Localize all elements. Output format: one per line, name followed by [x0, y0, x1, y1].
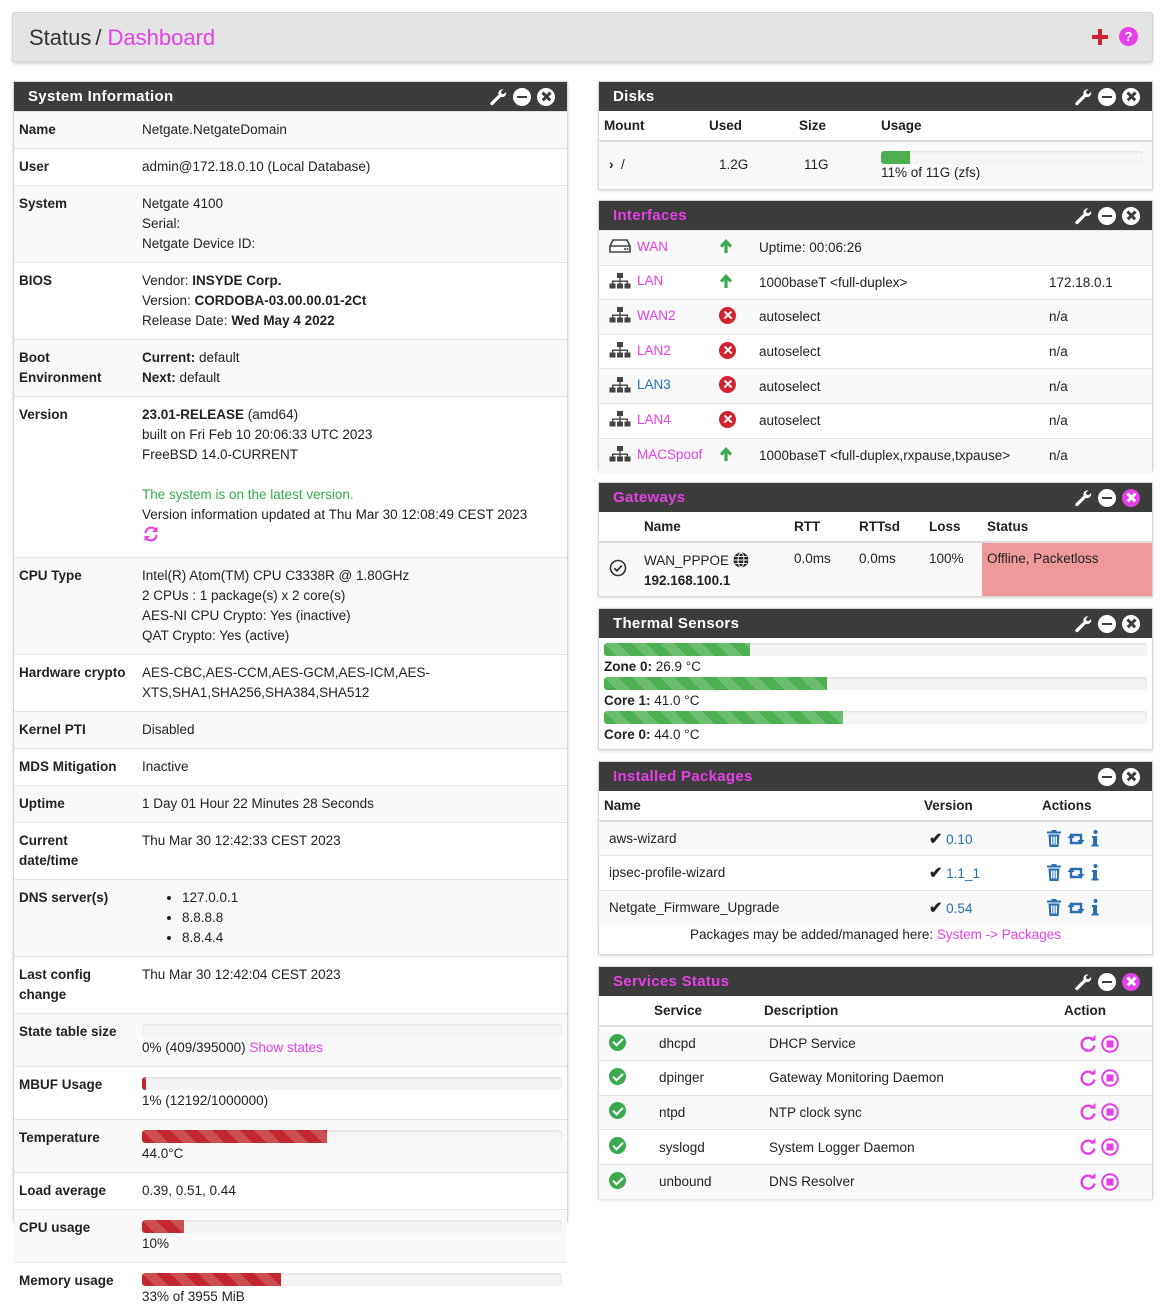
panel-title[interactable]: Gateways [613, 489, 685, 506]
service-description: DNS Resolver [759, 1164, 1059, 1199]
list-item: • 8.8.8.8 [182, 908, 563, 928]
core0-bar [604, 711, 1147, 724]
table-row [14, 880, 567, 957]
gateways-table [599, 512, 1152, 596]
trash-icon[interactable] [1047, 899, 1061, 916]
breadcrumb [29, 25, 215, 51]
interface-info: 1000baseT <full-duplex> [754, 265, 1044, 300]
interfaces-table [599, 230, 1152, 473]
gateway-rtt: 0.0ms [789, 542, 854, 596]
system-serial: Serial: [142, 214, 563, 234]
running-check-icon [609, 1034, 626, 1051]
row-value: Inactive [138, 749, 567, 786]
network-icon [609, 377, 631, 393]
column-header: Loss [924, 512, 982, 542]
service-name: unbound [649, 1164, 759, 1199]
minimize-icon[interactable] [1098, 207, 1116, 225]
row-value: Disabled [138, 712, 567, 749]
row-value: Thu Mar 30 12:42:04 CEST 2023 [138, 957, 567, 1014]
row-label: MBUF Usage [14, 1067, 138, 1120]
disk-mount: / [621, 157, 625, 172]
column-header: Service [649, 996, 759, 1026]
row-value: 0.39, 0.51, 0.44 [138, 1173, 567, 1210]
row-label: change [19, 985, 138, 1005]
temperature-value: 44.0°C [142, 1144, 563, 1164]
cpu-qat: QAT Crypto: Yes (active) [142, 626, 563, 646]
info-icon[interactable] [1091, 864, 1099, 881]
table-row [14, 1210, 567, 1263]
boot-current: default [195, 350, 239, 365]
disk-size: 11G [794, 141, 876, 186]
column-header: Version [919, 791, 1037, 821]
network-icon [609, 446, 631, 462]
row-label: CPU Type [14, 558, 138, 655]
table-row [14, 786, 567, 823]
sensor-value: 41.0 °C [654, 693, 699, 708]
interface-link[interactable]: WAN2 [637, 308, 676, 323]
close-icon[interactable] [537, 88, 555, 106]
wrench-icon[interactable] [1074, 88, 1092, 106]
installed-packages-panel [598, 761, 1153, 955]
dns-list [142, 888, 563, 948]
package-name: Netgate_Firmware_Upgrade [599, 890, 919, 925]
disk-usage-value: 11% of 11G (zfs) [881, 165, 1147, 180]
panel-title: Thermal Sensors [613, 615, 739, 632]
table-row [599, 438, 1152, 473]
row-label: State table size [14, 1014, 138, 1067]
interface-link[interactable]: LAN3 [637, 377, 671, 392]
panel-title[interactable]: Installed Packages [613, 768, 753, 785]
interface-ip: 172.18.0.1 [1044, 265, 1152, 300]
trash-icon[interactable] [1047, 830, 1061, 847]
check-icon: ✔ [929, 865, 942, 882]
column-header: Action [1059, 996, 1152, 1026]
sensor-label: Core 0: [604, 727, 651, 742]
version-os: FreeBSD 14.0-CURRENT [142, 445, 563, 465]
table-row [14, 186, 567, 263]
row-value: Thu Mar 30 12:42:33 CEST 2023 [138, 823, 567, 880]
network-icon [609, 342, 631, 358]
system-info-table [14, 111, 567, 1315]
gateway-status: Offline, Packetloss [982, 542, 1152, 596]
row-label: Last config [19, 965, 138, 985]
packages-footer-text: Packages may be added/managed here: [690, 927, 937, 942]
minimize-icon[interactable] [1098, 768, 1116, 786]
table-row [599, 542, 1152, 596]
core1-bar [604, 677, 1147, 690]
sensor-label: Zone 0: [604, 659, 652, 674]
services-table [599, 996, 1152, 1199]
temperature-bar [142, 1130, 562, 1143]
row-label: User [14, 149, 138, 186]
row-label: date/time [19, 851, 138, 871]
row-label: Current [19, 831, 138, 851]
panel-title: System Information [28, 88, 173, 105]
bios-version-label: Version: [142, 293, 195, 308]
table-row [599, 369, 1152, 404]
running-check-icon [609, 1137, 626, 1154]
package-version[interactable]: 0.10 [946, 832, 972, 847]
row-label: Kernel PTI [14, 712, 138, 749]
gateway-name: WAN_PPPOE [644, 553, 729, 568]
wrench-icon[interactable] [1074, 489, 1092, 507]
restart-service-icon[interactable] [1079, 1035, 1097, 1053]
table-row [599, 141, 1152, 186]
column-header: Description [759, 996, 1059, 1026]
packages-table [599, 791, 1152, 925]
table-row [14, 1120, 567, 1173]
interface-ip: n/a [1044, 334, 1152, 369]
row-label: Memory usage [14, 1263, 138, 1315]
service-description: System Logger Daemon [759, 1130, 1059, 1165]
close-icon[interactable] [1122, 615, 1140, 633]
table-row [599, 231, 1152, 266]
info-icon[interactable] [1091, 899, 1099, 916]
system-model: Netgate 4100 [142, 194, 563, 214]
system-information-panel [13, 81, 568, 1222]
trash-icon[interactable] [1047, 864, 1061, 881]
stop-service-icon[interactable] [1101, 1173, 1119, 1191]
table-row [599, 1061, 1152, 1096]
network-icon [609, 307, 631, 323]
interface-info: autoselect [754, 369, 1044, 404]
table-row [14, 823, 567, 880]
network-icon [609, 411, 631, 427]
column-header: Mount [599, 111, 704, 141]
wrench-icon[interactable] [1074, 207, 1092, 225]
row-label: Load average [14, 1173, 138, 1210]
bios-vendor: INSYDE Corp. [192, 273, 281, 288]
table-row [14, 749, 567, 786]
reinstall-icon[interactable] [1065, 831, 1087, 847]
zone0-bar [604, 643, 1147, 656]
panel-title[interactable]: Services Status [613, 973, 729, 990]
disk-used: 1.2G [704, 141, 794, 186]
interface-ip: n/a [1044, 403, 1152, 438]
interface-info: 1000baseT <full-duplex,rxpause,txpause> [754, 438, 1044, 473]
row-value: admin@172.18.0.10 (Local Database) [138, 149, 567, 186]
table-row [599, 1164, 1152, 1199]
column-header: Actions [1037, 791, 1152, 821]
restart-service-icon[interactable] [1079, 1103, 1097, 1121]
table-row [599, 1095, 1152, 1130]
info-icon[interactable] [1091, 830, 1099, 847]
table-row [14, 1014, 567, 1067]
interfaces-panel [598, 200, 1153, 471]
interface-link[interactable]: LAN2 [637, 343, 671, 358]
interface-info: autoselect [754, 300, 1044, 335]
version-built: built on Fri Feb 10 20:06:33 UTC 2023 [142, 425, 563, 445]
up-arrow-icon [719, 238, 733, 254]
table-row [599, 856, 1152, 891]
interface-info: Uptime: 00:06:26 [754, 231, 1044, 266]
up-arrow-icon [719, 273, 733, 289]
row-label: Hardware crypto [14, 655, 138, 712]
sensor-value: 26.9 °C [656, 659, 701, 674]
add-widget-icon[interactable] [1091, 28, 1109, 46]
interface-link[interactable]: LAN [637, 273, 663, 288]
interface-link[interactable]: LAN4 [637, 412, 671, 427]
package-version[interactable]: 0.54 [946, 901, 972, 916]
column-header: RTTsd [854, 512, 924, 542]
close-icon[interactable] [1122, 88, 1140, 106]
down-x-icon [719, 307, 736, 324]
check-icon: ✔ [929, 831, 942, 848]
show-states-link[interactable]: Show states [249, 1040, 323, 1055]
expand-chevron-icon[interactable]: › [609, 157, 614, 172]
hw-crypto-line: AES-CBC,AES-CCM,AES-GCM,AES-ICM,AES- [142, 663, 563, 683]
cpu-aesni: AES-NI CPU Crypto: Yes (inactive) [142, 606, 563, 626]
down-x-icon [719, 411, 736, 428]
row-label: Environment [19, 368, 138, 388]
service-name: dhcpd [649, 1026, 759, 1061]
cpu-model: Intel(R) Atom(TM) CPU C3338R @ 1.80GHz [142, 566, 563, 586]
gateway-rttsd: 0.0ms [854, 542, 924, 596]
interface-ip: n/a [1044, 369, 1152, 404]
table-row [14, 1067, 567, 1120]
row-label: Boot [19, 348, 138, 368]
version-updated: Version information updated at Thu Mar 30 12:08:49 CEST 2023 [142, 505, 563, 525]
restart-service-icon[interactable] [1079, 1069, 1097, 1087]
table-row [14, 957, 567, 1014]
ethernet-port-icon [609, 238, 631, 254]
down-x-icon [719, 342, 736, 359]
close-icon[interactable] [1122, 768, 1140, 786]
version-arch: (amd64) [244, 407, 298, 422]
service-description: DHCP Service [759, 1026, 1059, 1061]
table-row [599, 403, 1152, 438]
page-header [12, 12, 1153, 62]
memory-usage-value: 33% of 3955 MiB [142, 1287, 563, 1307]
restart-service-icon[interactable] [1079, 1173, 1097, 1191]
interface-info: autoselect [754, 334, 1044, 369]
sensor-value: 44.0 °C [654, 727, 699, 742]
panel-title: Disks [613, 88, 655, 105]
list-item: • 127.0.0.1 [182, 888, 563, 908]
service-name: ntpd [649, 1095, 759, 1130]
table-row [14, 712, 567, 749]
row-value: Netgate.NetgateDomain [138, 112, 567, 149]
sensor-label: Core 1: [604, 693, 651, 708]
close-icon[interactable] [1122, 973, 1140, 991]
globe-icon [733, 552, 749, 568]
up-arrow-icon [719, 446, 733, 462]
gateway-ip: 192.168.100.1 [644, 571, 784, 591]
minimize-icon[interactable] [1098, 615, 1116, 633]
system-device-id: Netgate Device ID: [142, 234, 563, 254]
running-check-icon [609, 1172, 626, 1189]
bios-date: Wed May 4 2022 [231, 313, 334, 328]
stop-service-icon[interactable] [1101, 1138, 1119, 1156]
service-name: syslogd [649, 1130, 759, 1165]
refresh-version-icon[interactable] [142, 525, 160, 543]
column-header: Name [599, 791, 919, 821]
disk-usage-bar [881, 151, 1143, 164]
row-label: Uptime [14, 786, 138, 823]
breadcrumb-dashboard[interactable]: Dashboard [108, 25, 216, 50]
column-header: Size [794, 111, 876, 141]
table-row [14, 397, 567, 558]
help-icon[interactable]: ? [1119, 27, 1138, 46]
table-row [14, 655, 567, 712]
gateways-panel [598, 482, 1153, 597]
running-check-icon [609, 1068, 626, 1085]
disks-panel [598, 81, 1153, 190]
wrench-icon[interactable] [1074, 615, 1092, 633]
cpu-usage-value: 10% [142, 1234, 563, 1254]
row-label: MDS Mitigation [14, 749, 138, 786]
close-icon[interactable] [1122, 489, 1140, 507]
state-table-bar [142, 1024, 562, 1037]
table-row [14, 558, 567, 655]
row-label: Name [14, 112, 138, 149]
service-description: NTP clock sync [759, 1095, 1059, 1130]
row-label: Temperature [14, 1120, 138, 1173]
column-header: Used [704, 111, 794, 141]
table-row [599, 1130, 1152, 1165]
version-release: 23.01-RELEASE [142, 407, 244, 422]
column-header: Status [982, 512, 1152, 542]
reinstall-icon[interactable] [1065, 900, 1087, 916]
table-row [14, 263, 567, 340]
stop-service-icon[interactable] [1101, 1069, 1119, 1087]
table-row [599, 334, 1152, 369]
row-label: BIOS [14, 263, 138, 340]
disks-table [599, 111, 1152, 186]
hw-crypto-line: XTS,SHA1,SHA256,SHA384,SHA512 [142, 683, 563, 703]
check-icon: ✔ [929, 900, 942, 917]
cpu-count: 2 CPUs : 1 package(s) x 2 core(s) [142, 586, 563, 606]
interface-link[interactable]: MACSpoof [637, 447, 702, 462]
column-header: Name [639, 512, 789, 542]
table-row [14, 112, 567, 149]
bios-version: CORDOBA-03.00.00.01-2Ct [195, 293, 367, 308]
mbuf-value: 1% (12192/1000000) [142, 1091, 563, 1111]
row-label: Version [14, 397, 138, 558]
interface-link[interactable]: WAN [637, 239, 668, 254]
mbuf-bar [142, 1077, 562, 1090]
wrench-icon[interactable] [489, 88, 507, 106]
boot-current-label: Current: [142, 350, 195, 365]
restart-service-icon[interactable] [1079, 1138, 1097, 1156]
stop-service-icon[interactable] [1101, 1103, 1119, 1121]
reinstall-icon[interactable] [1065, 865, 1087, 881]
boot-next-label: Next: [142, 370, 176, 385]
list-item: • 8.8.4.4 [182, 928, 563, 948]
row-value: 1 Day 01 Hour 22 Minutes 28 Seconds [138, 786, 567, 823]
network-icon [609, 273, 631, 289]
minimize-icon[interactable] [1098, 88, 1116, 106]
interface-info: autoselect [754, 403, 1044, 438]
table-row [599, 265, 1152, 300]
breadcrumb-status: Status [29, 25, 91, 50]
running-check-icon [609, 1102, 626, 1119]
column-header: RTT [789, 512, 854, 542]
check-circle-icon [609, 559, 627, 577]
package-version[interactable]: 1.1_1 [946, 866, 980, 881]
interface-ip: n/a [1044, 438, 1152, 473]
bios-date-label: Release Date: [142, 313, 231, 328]
table-row [599, 890, 1152, 925]
interface-ip [1044, 231, 1152, 266]
table-row [14, 1173, 567, 1210]
down-x-icon [719, 376, 736, 393]
service-description: Gateway Monitoring Daemon [759, 1061, 1059, 1096]
panel-title[interactable]: Interfaces [613, 207, 687, 224]
interface-ip: n/a [1044, 300, 1152, 335]
table-row [599, 300, 1152, 335]
table-row [14, 340, 567, 397]
table-row [599, 1026, 1152, 1061]
row-label: DNS server(s) [14, 880, 138, 957]
memory-usage-bar [142, 1273, 562, 1286]
gateway-loss: 100% [924, 542, 982, 596]
version-latest-status: The system is on the latest version. [142, 485, 563, 505]
cpu-usage-bar [142, 1220, 562, 1233]
table-row [599, 821, 1152, 856]
close-icon[interactable] [1122, 207, 1140, 225]
service-name: dpinger [649, 1061, 759, 1096]
services-status-panel [598, 966, 1153, 1199]
table-row [14, 1263, 567, 1315]
package-name: ipsec-profile-wizard [599, 856, 919, 891]
state-table-value: 0% (409/395000) [142, 1040, 246, 1055]
minimize-icon[interactable] [1098, 489, 1116, 507]
minimize-icon[interactable] [513, 88, 531, 106]
system-packages-link[interactable]: System -> Packages [937, 927, 1061, 942]
package-name: aws-wizard [599, 821, 919, 856]
row-label: System [14, 186, 138, 263]
thermal-sensors-panel [598, 608, 1153, 750]
minimize-icon[interactable] [1098, 973, 1116, 991]
bios-vendor-label: Vendor: [142, 273, 192, 288]
boot-next: default [176, 370, 220, 385]
wrench-icon[interactable] [1074, 973, 1092, 991]
stop-service-icon[interactable] [1101, 1035, 1119, 1053]
column-header: Usage [876, 111, 1152, 141]
table-row [14, 149, 567, 186]
breadcrumb-separator: / [95, 25, 101, 50]
row-label: CPU usage [14, 1210, 138, 1263]
